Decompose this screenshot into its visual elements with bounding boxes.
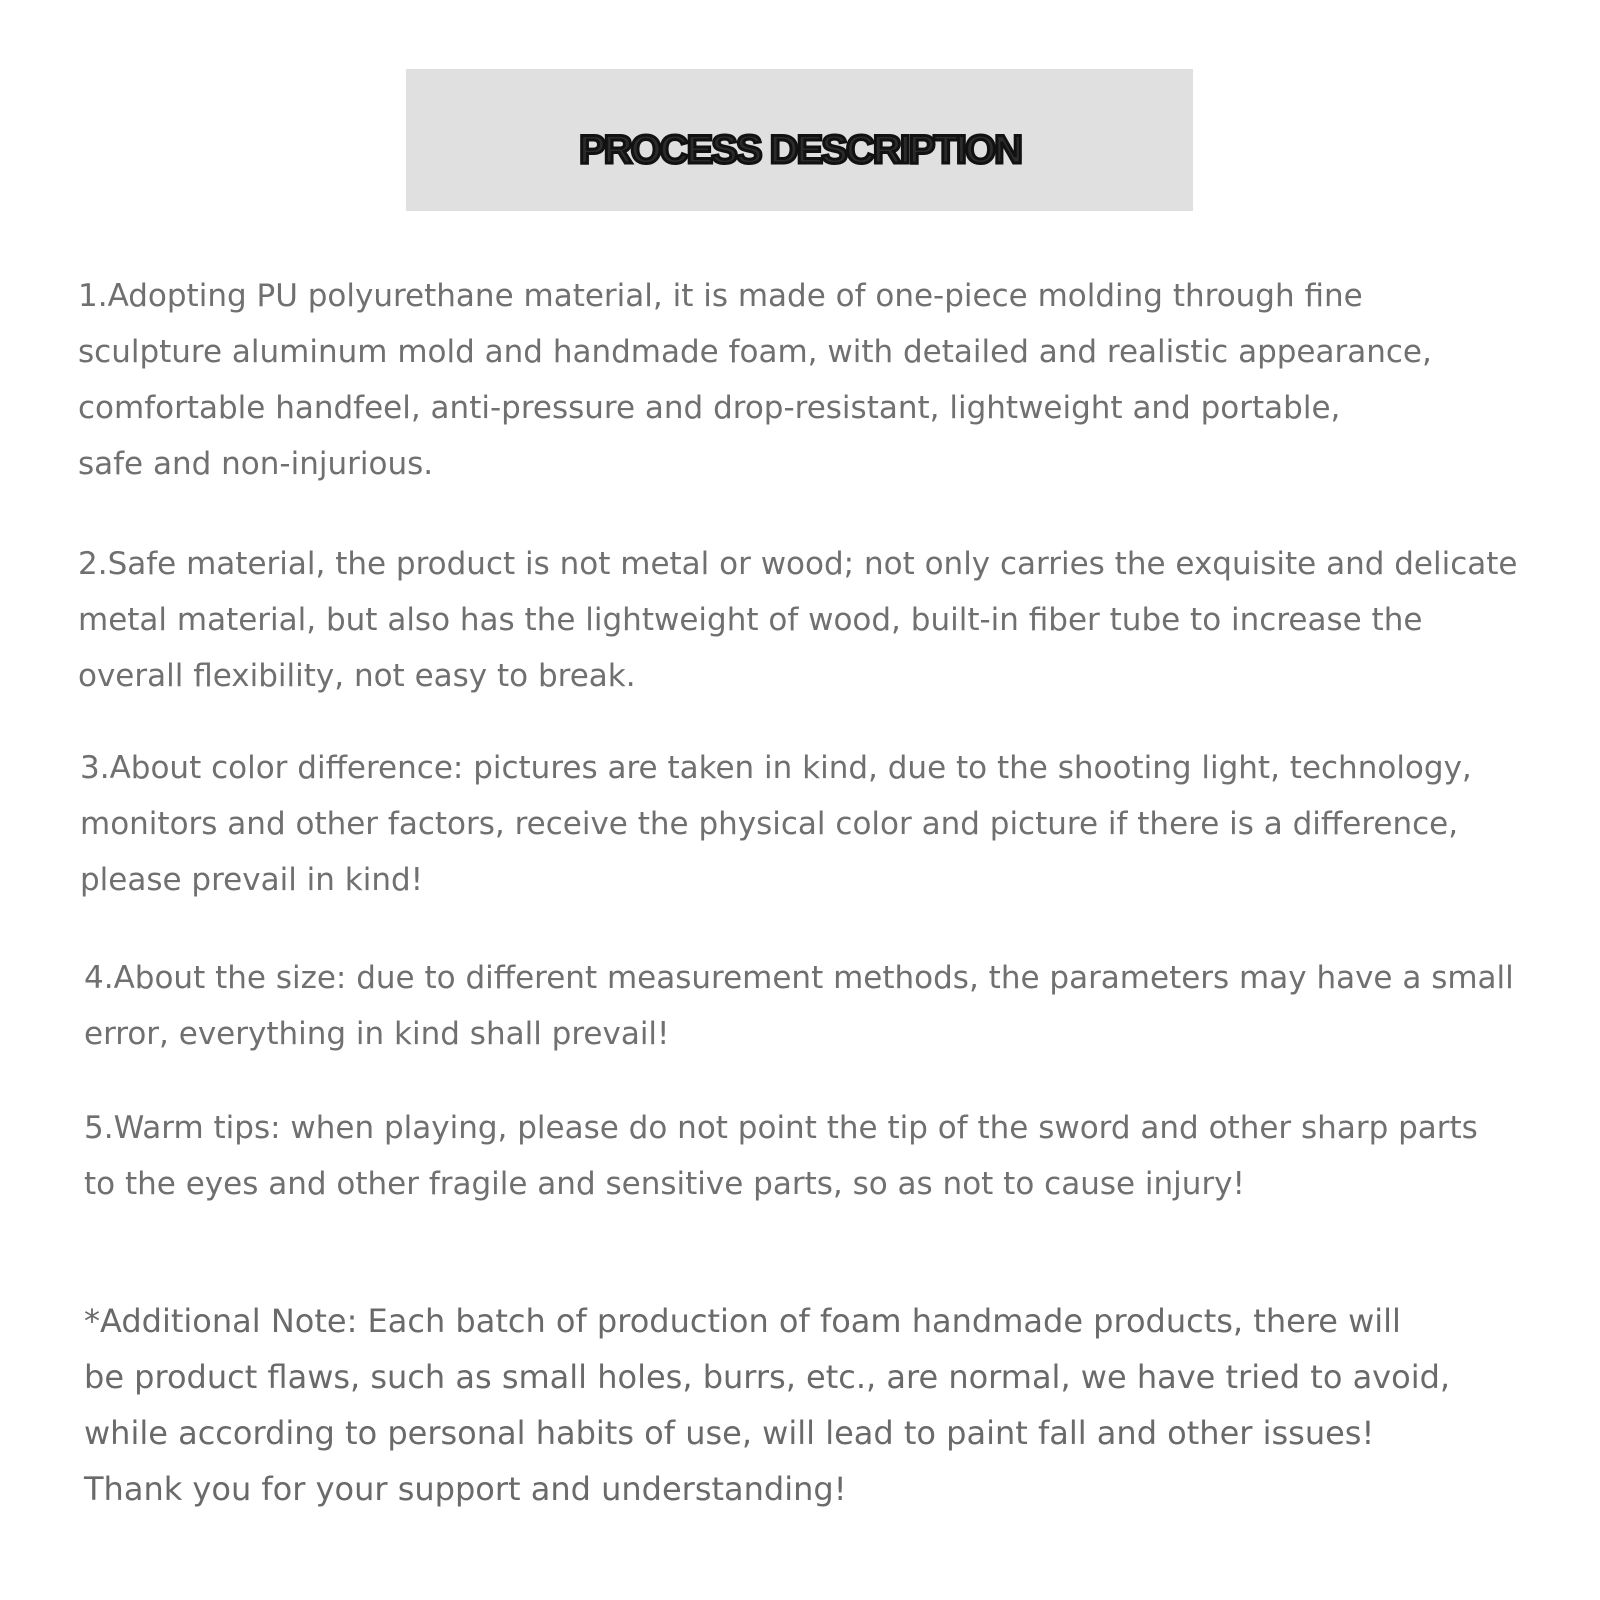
paragraph-1-line-3: comfortable handfeel, anti-pressure and drop-resistant, lightweight and portable, [78,390,1341,426]
paragraph-2 [78,536,1518,704]
paragraph-5 [84,1100,1478,1212]
paragraph-3-line-2: monitors and other factors, receive the physical color and picture if there is a difference, [80,806,1459,842]
paragraph-5-line-1: 5.Warm tips: when playing, please do not point the tip of the sword and other sharp parts [84,1110,1478,1146]
additional-note [84,1293,1450,1517]
paragraph-5-line-2: to the eyes and other fragile and sensitive parts, so as not to cause injury! [84,1166,1245,1202]
additional-note-line-2: be product flaws, such as small holes, burrs, etc., are normal, we have tried to avoid, [84,1358,1451,1396]
paragraph-2-line-3: overall flexibility, not easy to break. [78,658,636,694]
paragraph-3-line-1: 3.About color difference: pictures are taken in kind, due to the shooting light, technology, [80,750,1472,786]
paragraph-4-line-1: 4.About the size: due to different measurement methods, the parameters may have a small [84,960,1514,996]
paragraph-1 [78,268,1432,492]
paragraph-2-line-2: metal material, but also has the lightweight of wood, built-in fiber tube to increase the [78,602,1423,638]
additional-note-line-1: *Additional Note: Each batch of production of foam handmade products, there will [84,1302,1401,1340]
paragraph-1-line-1: 1.Adopting PU polyurethane material, it is made of one-piece molding through fine [78,278,1363,314]
page-title: PROCESS DESCRIPTION [578,128,1022,172]
paragraph-4 [84,950,1514,1062]
paragraph-2-line-1: 2.Safe material, the product is not metal or wood; not only carries the exquisite and delicate [78,546,1518,582]
paragraph-1-line-2: sculpture aluminum mold and handmade foam, with detailed and realistic appearance, [78,334,1432,370]
paragraph-1-line-4: safe and non-injurious. [78,446,434,482]
additional-note-line-4: Thank you for your support and understanding! [84,1470,847,1508]
paragraph-4-line-2: error, everything in kind shall prevail! [84,1016,670,1052]
paragraph-3-line-3: please prevail in kind! [80,862,424,898]
paragraph-3 [80,740,1472,908]
additional-note-line-3: while according to personal habits of use, will lead to paint fall and other issues! [84,1414,1375,1452]
